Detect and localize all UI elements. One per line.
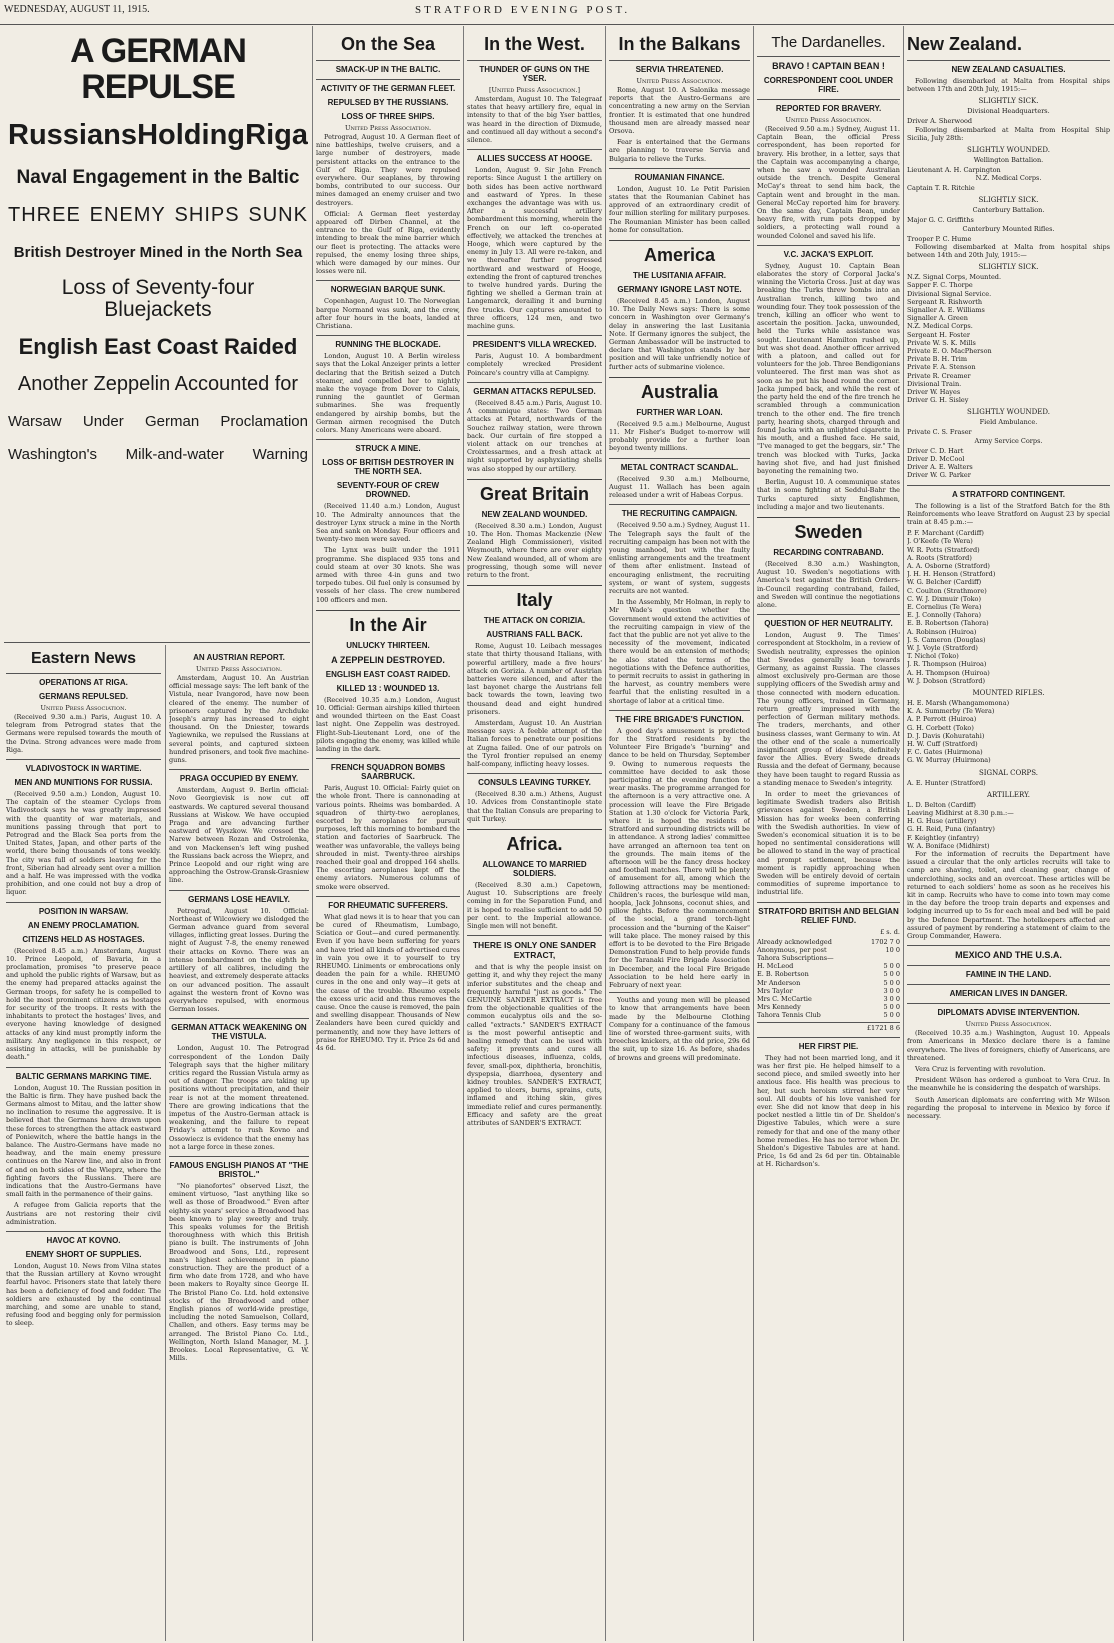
article-text: (Received 8.45 a.m.) Paris, August 10. A communique states: Two German attacks at Petard, northwards of the Souchez railway station, were thrown back. Our curtain of fire stopped a violent attack on our trenches at Croixtessarmes, and a fresh attack at night supported by asphyxiating shells was also stopped by our artillery.: [467, 398, 602, 473]
list-item: Private R. Creamer: [907, 371, 971, 380]
article-text: London, August 10. A Berlin wireless says that the Lokal Anzeiger prints a letter declaring that the British seized a Dutch steamer, and compelled her to nightly make the voyage from Dover to Calais, running the gauntlet of German submarines. She was frequently endangered by airship bombs, but the German airmen recognised the Dutch colors. Many Americans were aboard.: [316, 352, 460, 435]
list-item: W. J. Dobson (Stratford): [907, 676, 986, 685]
fund-row: [757, 962, 900, 970]
fund-name: H. McLeod: [757, 962, 794, 971]
unit-name: Canterbury Mounted Rifles.: [962, 224, 1055, 233]
headline: ENEMY SHORT OF SUPPLIES.: [25, 1249, 142, 1259]
article-text: A good day's amusement is predicted for the Stratford residents by the Volunteer Fire Brigade's "burning" and dance to be held on Thursday, September 9. Owing to numerous requests the committee have decided to ask those participating at the evening function to wear masks. The programme arranged for the afternoon is a very attractive one. A procession will leave the Fire Brigade Station at 1.30 o'clock for Victoria Park, where it is hoped the residents of Stratford and surrounding districts will be in attendance. A strong ladies' committee have arranged an afternoon tea tent on the grounds. The main items of the afternoon will be the fancy dress hockey and football matches. There will be plenty of amusement for all, among which the following attractions may be mentioned: Children's races, the burlesque wild man, hoopla, Jack Johnsons, coconut shies, and pillow fights. Before the commencement of the social, a grand torch-light procession and the "burning of the Kaiser" will take place. The money raised by this effort is to be devoted to the Fire Brigade Demonstration Fund to help provide funds for the Taranaki Fire Brigade Association in December, and the local Fire Brigade Association to be held here early in February of next year.: [609, 726, 750, 990]
list-item: G. H. Reid, Puna (infantry): [907, 825, 995, 834]
fund-amount: 3 0 0: [883, 986, 900, 995]
fund-name: Anonymous, per post: [757, 945, 827, 954]
dateline: [United Press Association.]: [488, 86, 581, 94]
banner-word: Proclamation: [220, 413, 308, 431]
fund-total: £1721 8 6: [757, 1022, 900, 1032]
list-item: Lieutenant A. H. Carpington: [907, 166, 1001, 175]
fund-row: [757, 987, 900, 995]
article-text: (Received 9.50 a.m.) London, August 10. The captain of the steamer Cyclops from Vladivostock says he was greatly impressed with the quantity of war materials, and munitions passing through that port to Petrograd and the Black Sea ports from the United States, Japan, and other parts of the world, there being thousands of tons weekly. The city was full of soldiers leaving for the front, Siberian had already sent over a million and a half. He was impressed with the vodka prohibition, and one could not buy a drop of liquor.: [6, 790, 161, 897]
contingent-list: [907, 801, 1110, 850]
advert-text: What glad news it is to hear that you can be cured of Rheumatism, Lumbago, Sciatica or Gout—and cured permanently. Even if you have been suffering for years and have tried all kinds of advertised cures in vain you owe it to yourself to try RHEUMO. Liniments or embrocations only deaden the pain for a while. RHEUMO cures in the one and only way—it gets at the cause of the trouble. Rheumo expels the excess uric acid and thus removes the cause. Once the cause is removed, the pain and swelling disappear. Thousands of New Zealanders have been cured quickly and permanently, and now they have letters of praise for RHEUMO. Try it. Price 2s 6d and 4s 6d.: [316, 912, 460, 1053]
list-item: W. R. Potts (Stratford): [907, 545, 980, 554]
casualty-heading: SLIGHTLY SICK.: [978, 263, 1039, 272]
list-item: Private F. A. Stenson: [907, 363, 976, 372]
fund-row: [757, 979, 900, 987]
headline: PRAGA OCCUPIED BY ENEMY.: [169, 769, 309, 783]
article-text: London, August 9. The Times' correspondent at Stockholm, in a review of Swedish neutrality, expresses the opinion that Swedes generally lean towards Germany, as against Russia. The classes almost exclusively pro-German are those supplying officers of the Swedish army and those connected with modern education. The young officers, trained in Germany, return greatly impressed with the perfection of German military methods. The traders, merchants, and other business classes, want Germany to win. At the other end of the scale a numerically insignificant group of idealists, definitely favor the Allies. Every Swede dreads Russia and the defeat of Germany, because they have been taught to regard Russia as a standing menace to Sweden's integrity.: [757, 631, 900, 787]
list-item: N.Z. Medical Corps.: [907, 322, 973, 331]
list-item: Signaller A. Green: [907, 314, 968, 323]
banner-word: Washington's: [8, 446, 98, 464]
section-title: In the West.: [484, 34, 585, 54]
article-text: London, August 9. Sir John French reports: Since August 1 the artillery on both sides has been active northward and eastward of Ypres. In these exchanges the advantage was with us. After a successful artillery bombardment this morning, wherein the French on our left co-operated effectively, we attacked the trenches at Hooge, which were captured by the enemy in July 13. All were re-taken, and we thereafter further progressed northward and westward of Hooge, extending the front of captured trenches to twelve hundred yards. During the fighting we shelled a German train at Langemarck, derailing it and burning five trucks. Our captures amounted to three officers, 124 men, and two machine guns.: [467, 166, 602, 331]
contingent-list: [907, 699, 1110, 765]
column-eastern-news: [6, 648, 161, 1638]
advert-headline: FAMOUS ENGLISH PIANOS AT "THE BRISTOL.": [169, 1156, 309, 1179]
headline: FURTHER WAR LOAN.: [636, 407, 723, 417]
headline: STRUCK A MINE.: [316, 439, 460, 453]
casualty-list: [907, 447, 1110, 480]
article-text: Following disembarked at Malta from Hospital Ship Sicilia, July 28th:: [907, 125, 1110, 142]
article-text: (Received 8.30 a.m.) Washington, August 10. Sweden's negotiations with America's test against the British Orders-in-Council regarding contraband, failed, and Sweden will continue the negotiations alone.: [757, 559, 900, 609]
list-item: Captain T. R. Ritchie: [907, 184, 975, 193]
article-text: (Received 9.50 a.m.) Sydney, August 11. Captain Bean, the official Press correspondent, has been reported for bravery. His brother, in a letter, says that the Captain was accompanying a charge, when he saw a wounded Australian outside the trench. Despite General McCay's threat to send him back, the Captain went and brought in the man. General McCay reported him for bravery. On the same day, Captain Bean, under heavy fire, with rum pots dropped by soldiers, a protecting wall round a wounded Colonel and saved his life.: [757, 125, 900, 240]
fund-name: Already acknowledged: [757, 937, 832, 946]
advert-headline: THERE IS ONLY ONE SANDER EXTRACT,: [467, 935, 602, 960]
article-text: Petrograd, August 10. Official: Northeast of Wilcowiery we dislodged the German advance guard from several villages, inflicting great losses. During the night of August 7-8, the enemy renewed their attacks on Kovno. There was an intense bombardment on the eighth by artillery of all calibres, including the heaviest, and extremely desperate attacks on our advanced position. The assault against the western front of Kovno was everywhere repulsed, with enormous German losses.: [169, 906, 309, 1014]
advert-text: They had not been married long, and it was her first pie. He helped himself to a second piece, and smiled sweetly into her anxious face. His health was precious to her, but such heroism stirred her very soul. All doubts of his love vanished for ever. She did not know that deep in his pocket nestled a little tin of Dr. Sheldon's Digestive Tabules, which were a sure remedy for that and one of the many other home remedies. He has no terror when Dr. Sheldon's Digestive Tabules are at hand. Price, 1s 6d and 2s 6d per tin. Obtainable at H. Richardson's.: [757, 1053, 900, 1169]
list-item: Private B. H. Trim: [907, 355, 968, 364]
article-text: Rome, August 10. Leibach messages state that thirty thousand Italians, with powerful artillery, made a five hours' attack on Gorizia. A number of Austrian batteries were silenced, and after the last bayonet charge the Austrians fell back towards the town, leaving two thousand dead and eight hundred prisoners.: [467, 642, 602, 716]
casualty-list: [907, 184, 1110, 192]
article-text: (Received 10.35 a.m.) Washington, August 10. Appeals from Americans in Mexico declare there is a famine everywhere. The lives of foreigners, chiefly of Americans, are threatened.: [907, 1029, 1110, 1062]
article-text: (Received 8.45 a.m.) London, August 10. The Daily News says: There is some concern in Washington over Germany's delay in answering the last Lusitania Note. If Germany ignores the subject, the German Ambassador will be instructed to declare that Washington stands by her position and will take unfriendly notice of further acts of submarine violence.: [609, 297, 750, 371]
banner-word: SUNK: [248, 204, 308, 227]
list-item: G. W. Murray (Huirmona): [907, 756, 991, 765]
section-title: Eastern News: [31, 650, 136, 667]
section-title: New Zealand.: [907, 34, 1023, 54]
fund-list: [757, 938, 900, 1020]
unit-name: Wellington Battalion.: [973, 156, 1044, 165]
section-title: The Dardanelles.: [771, 34, 886, 51]
headline: ENGLISH EAST COAST RAIDED.: [325, 669, 451, 679]
fund-row: [757, 1003, 900, 1011]
headline: ALLIES SUCCESS AT HOOGE.: [467, 149, 602, 163]
headline: RUNNING THE BLOCKADE.: [316, 335, 460, 349]
article-text: London, August 10. The Petrograd correspondent of the London Daily Telegraph says that the higher military critics regard the Russian Vistula army as out of danger. The troops are taking up positions without precipitation, and their rear is not at the moment threatened. There are growing indications that the impetus of the Austro-German attack is weakening, and the failure to repeat Friday's attempt to rush Kovno and Ossowiecz is evidence that the enemy has not a large force in these zones.: [169, 1044, 309, 1151]
headline: THE ATTACK ON CORIZIA.: [483, 616, 586, 626]
article-text: (Received 9.5 a.m.) Melbourne, August 11. Mr Fisher's Budget to-morrow will probably provide for a further loan beyond twenty millions.: [609, 419, 750, 453]
article-text: Amsterdam, August 10. An Austrian message says: A feeble attempt of the Italian forces to penetrate our positions at Zugna failed. One of our patrols on the Tyrol frontier repulsed an enemy half-company, inflicting heavy losses.: [467, 718, 602, 768]
headline: NEW ZEALAND WOUNDED.: [481, 509, 588, 519]
headline: PRESIDENT'S VILLA WRECKED.: [467, 335, 602, 349]
article-text: In the Assembly, Mr Holman, in reply to Mr Wade's question whether the Government would extend the activities of the recruiting campaign in view of the fact that the public are not yet alive to the necessity of the movement, indicated there would be an extension of methods; he also stated the terms of the negotiations with the Defence authorities, to permit recruits to assist in gathering in the harvest, as country members were fearful that the enlisting resulted in a shortage of labor at a critical time.: [609, 598, 750, 705]
headline: MEN AND MUNITIONS FOR RUSSIA.: [14, 778, 153, 788]
list-item: H. G. Huse (artillery): [907, 817, 977, 826]
column-austrian-report: [169, 648, 309, 1638]
headline: A STRATFORD CONTINGENT.: [907, 485, 1110, 499]
casualty-heading: SLIGHTLY SICK.: [978, 97, 1039, 106]
headline: GERMAN ATTACKS REPULSED.: [467, 382, 602, 396]
list-item: Leaving Midhirst at 8.30 p.m.:—: [907, 809, 1014, 817]
banner-word: Holding: [137, 119, 246, 152]
fund-name: Mrs Taylor: [757, 986, 793, 995]
article-text: Amsterdam, August 9. Berlin official: Novo Georgievisk is now cut off eastwards. We captured several thousand Russians at Wiskow. We have occupied Praga and are advancing further eastward of Wyszkow. We crossed the Narew between Rozan and Ostrolenka, and von Mackensen's left wing pushed the Russians back across the Wieprz, and Prince Leopold and our right wing are approaching the Ostrow-Gransk-Grasniew line.: [169, 786, 309, 885]
list-item: Driver W. Hayes: [907, 388, 961, 397]
list-item: H. E. Marsh (Whangamomona): [907, 698, 1010, 707]
list-item: A. E. Hunter (Stratford): [907, 778, 986, 787]
article-text: (Received 11.40 a.m.) London, August 10. The Admiralty announces that the destroyer Lynx struck a mine in the North Sea and sank on Monday. Four officers and twenty-two men were saved.: [316, 502, 460, 544]
list-item: Driver W. G. Parker: [907, 471, 971, 480]
advert-text: "No pianofortes" observed Liszt, the eminent virtuoso, "last anything like so well as those of Broadwood." Even after eighty-six years' service a Broadwood has been known to play sweetly and truly. This speaks volumes for the British thoroughness with which this British piano is built. The instruments of John Broadwood and Sons, Ltd., represent man's highest achievement in piano construction. They are the product of a firm who date from 1728, and who have been makers to Royalty since George II. The Bristol Piano Co. Ltd. hold extensive stocks of the Broadwood and other English pianos of world-wide prestige, including the noted Samuelson, Collard, Challen, and others. Easy terms may be arranged. The Bristol Piano Co. Ltd., Wellington, North Island Manager, M. J. Brookes. Local Representative, G. W. Mills.: [169, 1181, 309, 1363]
banner-word: German: [144, 413, 200, 431]
headline: CORRESPONDENT COOL UNDER FIRE.: [763, 76, 894, 94]
article-text: South American diplomats are conferring with Mr Wilson regarding the proposal to intervene in Mexico by force if necessary.: [907, 1095, 1110, 1121]
column-in-the-balkans: [609, 28, 750, 1638]
headline: AN AUSTRIAN REPORT.: [193, 653, 285, 662]
article-text: (Received 9.30 a.m.) Paris, August 10. A telegram from Petrograd states that the Germans were repulsed towards the mouth of the Dvina. Strong advances were made from Riga.: [6, 713, 161, 754]
list-item: G. H. Corbett (Toko): [907, 723, 974, 732]
headline: HAVOC AT KOVNO.: [6, 1231, 161, 1245]
masthead: [0, 0, 1114, 25]
article-text: Official: A German fleet yesterday appeared off Dirben Channel, at the entrance to the Gulf of Riga, evidently intending to break the mine barrier which our fleet is protecting. The attacks were repulsed, the enemy losing three ships, which were damaged by our mines. Our losses were nil.: [316, 209, 460, 276]
column-on-the-sea: [316, 28, 460, 1638]
fund-amount: 10 0: [885, 945, 900, 954]
casualty-list: [907, 235, 1110, 243]
advert-text: Youths and young men will be pleased to know that arrangements have been made by the Melbourne Clothing Company for a continuance of the famous line of worsted three-garment suits, with breeches knickers, at the old price, 29s 6d the suit, up to size 16. As before, shades of browns and greens will predominate.: [609, 992, 750, 1062]
headline: LOSS OF THREE SHIPS.: [341, 112, 435, 121]
fund-name: Mrs Kennedy: [757, 1003, 801, 1012]
section-title: Sweden: [757, 517, 900, 543]
fund-row: [757, 970, 900, 978]
article-text: The following is a list of the Stratford Batch for the 8th Reinforcements who leave Stratford on August 23 by special train at 8.45 p.m.:—: [907, 501, 1110, 526]
list-item: Divisional Signal Service.: [907, 289, 992, 298]
section-title: Great Britain: [467, 479, 602, 505]
section-title: Africa.: [467, 829, 602, 855]
headline: THE FIRE BRIGADE'S FUNCTION.: [609, 710, 750, 724]
contingent-heading: ARTILLERY.: [986, 790, 1031, 799]
banner-line: A GERMAN REPULSE: [70, 32, 246, 106]
unit-name: Army Service Corps.: [974, 436, 1043, 445]
list-item: Sapper F. C. Thorpe: [907, 281, 973, 290]
article-text: London, August 10. Le Petit Parisien states that the Roumanian Cabinet has approved of an extraordinary credit of four million sterling for military purposes. The Roumanian Minister has been called home for consultation.: [609, 184, 750, 234]
banner-word: Riga: [245, 119, 308, 152]
article-text: (Received 10.35 a.m.) London, August 10. Official: German airships killed thirteen and wounded thirteen on the East Coast last night. One Zeppelin was destroyed. Flight-Sub-Lieutenant Lord, one of the pilots engaging the enemy, was killed while landing in the dark.: [316, 695, 460, 753]
article-text: In order to meet the grievances of legitimate Swedish traders also British grievances against Sweden, a British Mission has for weeks been conferring with the Swedish authorities. In view of Sweden's economical situation it is to be hoped no sentimental considerations will be allowed to stand in the way of practical and prompt settlement, because the moment is rapidly approaching when Sweden will be entirely devoid of certain commodities of supreme importance to industrial life.: [757, 790, 900, 897]
list-item: Sergeant H. Foster: [907, 330, 970, 339]
banner-word: ENEMY: [89, 204, 166, 227]
list-item: Private C. S. Fraser: [907, 428, 972, 437]
list-item: J. H. H. Henson (Stratford): [907, 570, 996, 579]
casualty-list: [907, 216, 1110, 224]
dateline: United Press Association.: [636, 77, 723, 85]
unit-name: Divisional Headquarters.: [967, 107, 1050, 116]
article-text: The Lynx was built under the 1911 programme. She displaced 935 tons and could steam at over 30 knots. She was armed with three 4-in guns and two torpedo tubes. Oil fuel only is consumed by vessels of her class. The crew numbered 100 officers and men.: [316, 546, 460, 604]
list-item: Divisional Train.: [907, 379, 962, 388]
article-text: Rome, August 10. A Salonika message reports that the Austro-Germans are concentrating a new army on the Servian frontier. It is estimated that one hundred thousand men are already massed near Orsova.: [609, 86, 750, 136]
headline: DIPLOMATS ADVISE INTERVENTION.: [907, 1003, 1110, 1017]
headline: HER FIRST PIE.: [757, 1037, 900, 1051]
list-item: Driver D. McCool: [907, 454, 965, 463]
dateline: United Press Association.: [344, 124, 432, 132]
article-text: Sydney, August 10. Captain Bean elaborates the story of Corporal Jacka's winning the Victoria Cross. Just at day was breaking the Turks threw bombs into an Australian trench, killing two and wounding four. They took possession of the trench, killing an officer who went to ascertain the position. Jacka, unwounded, held the Turks while assistance was sought. Lieutenant Hamilton rushed up, but was shot dead. Another officer arrived with a platoon, and called out for volunteers for the job. Three Bendigonians volunteered. The first man was shot as soon as he put his head round the corner. Jacka jumped back, and while the rest of the party held the end of the fire trench he scrambled through a communication trench to the other end. The fire trench party, hearing shots, charged through and found Jacka with an unlighted cigarette in his mouth, and a flushed face. He said, "I've managed to get the beggars, sir." The trench was blocked with Turks, Jacka having shot five, and had just finished bayoneting the remaining two.: [757, 261, 900, 475]
headline: NEW ZEALAND CASUALTIES.: [907, 60, 1110, 74]
list-item: E. Cornelius (Te Wera): [907, 602, 982, 611]
list-item: E. B. Robertson (Tahora): [907, 619, 989, 628]
article-text: Following disembarked at Malta from hospital ships between 14th and 20th July, 1915:—: [907, 242, 1110, 260]
list-item: D. J. Davis (Kohuratahi): [907, 731, 985, 740]
list-item: H. W. Cuff (Stratford): [907, 739, 978, 748]
fund-amount: 3 0 0: [883, 995, 900, 1004]
section-title: America: [609, 240, 750, 266]
casualty-list: [907, 117, 1110, 125]
article-text: Following disembarked at Malta from Hospital ships between 17th and 20th July, 1915:—: [907, 77, 1110, 94]
section-title: Italy: [467, 585, 602, 611]
list-item: C. Coulton (Strathmore): [907, 586, 987, 595]
fund-row: [757, 938, 900, 946]
article-text: Amsterdam, August 10. The Telegraaf states that heavy artillery fire, equal in intensity to that of the big Yser battles, was heard in the direction of Dixmude, and continued all day without a second's silence.: [467, 95, 602, 145]
headline: QUESTION OF HER NEUTRALITY.: [757, 614, 900, 628]
banner-line: English East Coast Raided: [18, 334, 298, 360]
fund-amount: 5 0 0: [883, 1011, 900, 1020]
dateline: United Press Association.: [40, 704, 127, 712]
section-title: In the Air: [316, 610, 460, 636]
headline: THE LUSITANIA AFFAIR.: [632, 271, 727, 281]
list-item: J. O'Keefe (Te Wera): [907, 537, 973, 546]
headline: GERMANS LOSE HEAVILY.: [169, 890, 309, 904]
article-text: Amsterdam, August 10. An Austrian official message says: The left bank of the Vistula, near Ivangorod, have now been cleared of the enemy. The number of prisoners captured by the Archduke Joseph's army has increased to eight thousand. On the Dniester, towards Yagiewnika, we repulsed the Russians at several points, and captured sixteen hundred prisoners, and took five machine-guns.: [169, 674, 309, 765]
banner-word: SHIPS: [174, 204, 240, 227]
article-text: Copenhagen, August 10. The Norwegian barque Normand was sunk, and the crew, after four hours in the boats, landed at Christiana.: [316, 297, 460, 331]
column-rule: [903, 26, 904, 1641]
dateline: United Press Association.: [195, 665, 283, 673]
list-item: Driver C. D. Hart: [907, 446, 964, 455]
fund-name: E. B. Robertson: [757, 970, 809, 979]
headline: GERMANY IGNORE LAST NOTE.: [617, 285, 742, 295]
column-rule: [753, 26, 754, 1641]
article-text: London, August 10. The Russian position in the Baltic is firm. They have pushed back the Germans almost to Mitau, and the latter show no inclination to resume the aggressive. It is believed that the Germans have drawn upon these forces to strengthen the attack eastward of Poniewitch, where the battle hangs in the balance. The Austro-Germans have made no headway, and the main enemy pressure continues on the Narew line, and also in front of and on both sides of the Wieprz, where the fighting favors the Russians. There are indications that the Austro-Germans have small faith in the permanence of their gains.: [6, 1083, 161, 1199]
banner-line: [8, 413, 308, 430]
banner-line: Naval Engagement in the Baltic: [16, 167, 300, 189]
headline: SMACK-UP IN THE BALTIC.: [316, 60, 460, 74]
fund-amount: 5 0 0: [883, 1003, 900, 1012]
headline: SEVENTY-FOUR OF CREW DROWNED.: [336, 481, 440, 500]
list-item: Driver A. Sherwood: [907, 117, 973, 126]
fund-name: Mr Anderson: [757, 978, 801, 987]
list-item: J. R. Thompson (Huiroa): [907, 660, 987, 669]
headline: VLADIVOSTOCK IN WARTIME.: [6, 759, 161, 773]
list-item: Sergeant R. Rishworth: [907, 297, 983, 306]
section-title: In the Balkans: [618, 34, 741, 54]
headline: UNLUCKY THIRTEEN.: [346, 640, 430, 650]
headline: ROUMANIAN FINANCE.: [609, 168, 750, 182]
issue-date: WEDNESDAY, AUGUST 11, 1915.: [4, 4, 150, 15]
list-item: J. S. Cameron (Douglas): [907, 635, 986, 644]
list-item: A. Roots (Stratford): [907, 553, 972, 562]
article-text: Vera Cruz is ferventing with revolution.: [915, 1065, 1046, 1074]
column-new-zealand: [907, 28, 1110, 1638]
headline: BRAVO ! CAPTAIN BEAN !: [757, 56, 900, 71]
column-rule: [165, 645, 166, 1641]
headline: SERVIA THREATENED.: [609, 60, 750, 74]
headline: THUNDER OF GUNS ON THE YSER.: [467, 60, 602, 83]
list-item: P. F. Marchant (Cardiff): [907, 529, 984, 538]
contingent-list: [907, 779, 1110, 787]
headline: BALTIC GERMANS MARKING TIME.: [6, 1067, 161, 1081]
fund-row: [757, 995, 900, 1003]
headline: CONSULS LEAVING TURKEY.: [467, 773, 602, 787]
headline: AUSTRIANS FALL BACK.: [486, 630, 583, 640]
column-dardanelles: [757, 28, 900, 1638]
headline: REPULSED BY THE RUSSIANS.: [327, 98, 449, 107]
article-text: London, August 10. News from Vilna states that the Russian artillery at Kovno wrought fearful havoc. Prisoners state that lately there has been a deficiency of food and fodder. The soldiers are exhausted by the continual marching, and some are unable to stand, refusing food and begging only for permission to sleep.: [6, 1261, 161, 1328]
unit-name: Canterbury Battalion.: [972, 206, 1045, 215]
dateline: United Press Association.: [785, 116, 872, 124]
article-text: (Received 8.45 a.m.) Amsterdam, August 10. Prince Leopold, of Bavaria, in a proclamation, promises "to preserve peace and uphold the public rights of Warsaw, but as the enemy had prepared attacks against the German troops, for safety he is compelled to hold the most prominent citizens as hostages for security of the troops. It rests with the inhabitants to protect the hostages' lives, and everyone having knowledge of designed attacks of any kind must promptly inform the military. Any negligence in this respect, or assisting in attacks, will be punishable by death.": [6, 946, 161, 1062]
advert-text: and that is why the people insist on getting it, and why they reject the many inferior substitutes and the cheap and frequently harmful "just as goods." The GENUINE SANDER EXTRACT is free from the objectionable qualities of the common eucalyptus oils and the so-called "extracts." SANDER'S EXTRACT is the most powerful antiseptic and healing remedy that can be used with safety; it prevents and cures all infectious diseases, influenza, colds, fever, small-pox, diphtheria, bronchitis, dyspepsia, diarrhoea, dysentery and kidney troubles. SANDER'S EXTRACT, applied to ulcers, burns, sprains, cuts, inflamed and itching skin, gives immediate relief and cures permanently. Efficacy and safety are the great attributes of SANDER'S EXTRACT.: [467, 963, 602, 1128]
article-text: A refugee from Galicia reports that the Austrians are not restoring their civil administration.: [6, 1201, 161, 1226]
column-rule: [605, 26, 606, 1641]
banner-word: THREE: [8, 204, 81, 227]
headline: MEXICO AND THE U.S.A.: [907, 945, 1110, 960]
list-item: E. J. Connolly (Tahora): [907, 611, 982, 620]
casualty-heading: SLIGHTLY SICK.: [978, 196, 1039, 205]
article-text: President Wilson has ordered a gunboat to Vera Cruz. In the meanwhile he is considering the despatch of warships.: [907, 1076, 1110, 1093]
banner-word: Under: [82, 413, 124, 431]
list-item: C. W. J. Dixmuir (Toko): [907, 594, 982, 603]
headline: GERMANS REPULSED.: [39, 692, 128, 701]
list-item: A. H. Thompson (Huiroa): [907, 668, 990, 677]
headline: STRATFORD BRITISH AND BELGIAN RELIEF FUND.: [757, 902, 900, 925]
headline: FRENCH SQUADRON BOMBS SAARBRUCK.: [316, 758, 460, 781]
advert-headline: FOR RHEUMATIC SUFFERERS.: [316, 896, 460, 910]
casualty-heading: SLIGHTLY WOUNDED.: [967, 146, 1050, 155]
headline: RECARDING CONTRABAND.: [773, 547, 884, 557]
headline: LOSS OF BRITISH DESTROYER IN THE NORTH SEA.: [322, 458, 454, 477]
headline: ALLOWANCE TO MARRIED SOLDIERS.: [482, 860, 587, 878]
dateline: United Press Association.: [965, 1020, 1052, 1029]
list-item: Driver A. E. Walters: [907, 463, 973, 472]
paper-title: STRATFORD EVENING POST.: [415, 4, 631, 16]
headline: THE RECRUITING CAMPAIGN.: [609, 504, 750, 518]
list-item: F. Keightley (infantry): [907, 833, 980, 842]
fund-row: [757, 946, 900, 954]
banner-line: British Destroyer Mined in the North Sea: [13, 244, 303, 262]
article-text: (Received 8.30 a.m.) Athens, August 10. Advices from Constantinople state that the Italian Consuls are preparing to quit Turkey.: [467, 790, 602, 823]
column-rule: [312, 26, 313, 1641]
headline: V.C. JACKA'S EXPLOIT.: [757, 245, 900, 259]
casualty-list: [907, 273, 1110, 404]
list-item: Signaller A. E. Williams: [907, 306, 985, 315]
list-item: T. Nichol (Toko): [907, 652, 959, 661]
headline: NORWEGIAN BARQUE SUNK.: [316, 280, 460, 294]
headline: KILLED 13 : WOUNDED 13.: [336, 683, 440, 693]
section-title: Australia: [609, 377, 750, 403]
banner-line: [8, 119, 308, 152]
front-banner: [8, 28, 308, 640]
contingent-heading: SIGNAL CORPS.: [978, 768, 1039, 777]
list-item: N.Z. Signal Corps, Mounted.: [907, 273, 1002, 282]
headline: METAL CONTRACT SCANDAL.: [609, 458, 750, 472]
headline: CITIZENS HELD AS HOSTAGES.: [22, 934, 145, 944]
list-item: F. C. Gates (Huirmona): [907, 748, 983, 757]
contingent-list: [907, 529, 1110, 685]
article-text: Paris, August 10. A bombardment completely wrecked President Poincare's country villa at Campigny.: [467, 352, 602, 377]
casualty-list: [907, 166, 1110, 174]
headline: ACTIVITY OF THE GERMAN FLEET.: [316, 79, 460, 93]
section-rule: [4, 642, 310, 643]
banner-word: Warning: [252, 446, 308, 464]
list-item: A. Robinson (Huiroa): [907, 627, 977, 636]
article-text: Fear is entertained that the Germans are planning to traverse Servia and Bulgaria to relieve the Turks.: [609, 138, 750, 163]
headline: REPORTED FOR BRAVERY.: [757, 99, 900, 113]
article-text: (Received 9.50 a.m.) Sydney, August 11. The Telegraph says the fault of the recruiting campaign has been not with the young manhood, but with the faulty enlisting arrangements and the treatment of them after enlistment. Instead of encouraging enlistment, the recruiting system, or want of system, suggests recruits are not wanted.: [609, 521, 750, 595]
list-item: A. P. Perrott (Huiroa): [907, 715, 977, 724]
list-item: Private W. S. K. Mills: [907, 338, 976, 347]
article-text: (Received 9.30 a.m.) Melbourne, August 11. Wallach has been again released under a writ of Habeas Corpus.: [609, 474, 750, 500]
list-item: K. A. Summerby (Te Wera): [907, 707, 995, 716]
fund-amount: 1702 7 0: [871, 937, 900, 946]
list-item: Driver G. H. Sisley: [907, 396, 969, 405]
list-item: Major G. C. Griffiths: [907, 216, 974, 225]
fund-row: [757, 954, 900, 962]
headline: GERMAN ATTACK WEAKENING ON THE VISTULA.: [169, 1018, 309, 1041]
list-item: W. G. Belcher (Cardiff): [907, 578, 982, 587]
column-rule: [463, 26, 464, 1641]
banner-line: [8, 204, 308, 227]
headline: A ZEPPELIN DESTROYED.: [331, 654, 445, 665]
fund-name: Mrs C. McCartie: [757, 995, 812, 1004]
unit-name: N.Z. Medical Corps.: [975, 174, 1042, 183]
article-text: (Received 8.30 a.m.) Capetown, August 10. Subscriptions are freely coming in for the Separation Fund, and it is hoped to realise sufficient to add 50 per cent. to the Imperial allowance. Single men will not benefit.: [467, 881, 602, 931]
article-text: Paris, August 10. Official: Fairly quiet on the whole front. There is cannonading at various points. Rheims was bombarded. A squadron of thirty-two aeroplanes, escorted by aeroplanes for pursuit purposes, left this morning to bombard the station and factories of Saarbruck. The weather was unfavorable, the valleys being shrouded in mist. Twenty-three airships reached their goal and dropped 164 shells. The escorting aeroplanes kept off the enemy aviators. Numerous columns of smoke were observed.: [316, 784, 460, 891]
article-text: Petrograd, August 10. A German fleet of nine battleships, twelve cruisers, and a large number of destroyers, made persistent attacks on the entrance to the Gulf of Riga. They were repulsed everywhere. Our seaplanes, by throwing bombs, contributed to our success. Our mines damaged an enemy cruiser and two destroyers.: [316, 133, 460, 207]
list-item: W. A. Boniface (Midhirst): [907, 841, 990, 850]
fund-name: Tahora Tennis Club: [757, 1011, 821, 1020]
fund-amount: 5 0 0: [883, 962, 900, 971]
section-title: On the Sea: [340, 34, 436, 54]
fund-name: Tahora Subscriptions—: [757, 954, 834, 963]
column-in-the-west: [467, 28, 602, 1638]
fund-header: £ s. d.: [880, 927, 900, 936]
list-item: Trooper P. C. Hume: [907, 234, 972, 243]
unit-name: Field Ambulance.: [979, 418, 1038, 427]
headline: OPERATIONS AT RIGA.: [6, 673, 161, 687]
headline: POSITION IN WARSAW.: [6, 902, 161, 916]
contingent-heading: MOUNTED RIFLES.: [972, 688, 1045, 697]
banner-line: [8, 446, 308, 463]
banner-word: Milk-and-water: [125, 446, 225, 464]
article-text: (Received 8.30 a.m.) London, August 10. The Hon. Thomas Mackenzie (New Zealand High Commissioner), visited Weymouth, where there are over eighty New Zealand wounded, all of whom are progressing, though some will never return to the front.: [467, 521, 602, 579]
fund-row: [757, 1011, 900, 1019]
banner-line: Another Zeppelin Accounted for: [17, 373, 299, 396]
headline: AMERICAN LIVES IN DANGER.: [907, 984, 1110, 998]
casualty-list: [907, 428, 1110, 436]
list-item: Private E. O. MacPherson: [907, 347, 992, 356]
list-item: L. D. Belton (Cardiff): [907, 800, 976, 809]
casualty-heading: SLIGHTLY WOUNDED.: [967, 408, 1050, 417]
headline: FAMINE IN THE LAND.: [907, 965, 1110, 979]
list-item: A. A. Osborne (Stratford): [907, 561, 990, 570]
banner-word: Warsaw: [8, 413, 62, 431]
fund-amount: 5 0 0: [883, 978, 900, 987]
list-item: W. J. Voyle (Stratford): [907, 643, 978, 652]
article-text: Berlin, August 10. A communique states that in some fighting at Seddul-Bahr the Turks captured sixty Englishmen, including a major and two lieutenants.: [757, 478, 900, 511]
headline: AN ENEMY PROCLAMATION.: [27, 920, 140, 930]
banner-word: Russians: [8, 119, 137, 152]
fund-amount: 5 0 0: [883, 970, 900, 979]
article-text: For the information of recruits the Department have issued a circular that the only articles recruits will take to camp are shaving, toilet, and cleaning gear, change of underclothing, socks and an overcoat. These articles will be returned to each soldiers' home as soon as he receives his kit in camp. Recruits who have to come into town may come in the day before the troop train departs and expenses and lodging incurred up to 5s for each meal and bed will be paid by the Defence Department. The hotelkeepers affected are assured of payment by rendering a statement of claim to the Group Commander, Hawera.: [907, 850, 1110, 941]
banner-line: Loss of Seventy-four Bluejackets: [61, 276, 255, 322]
